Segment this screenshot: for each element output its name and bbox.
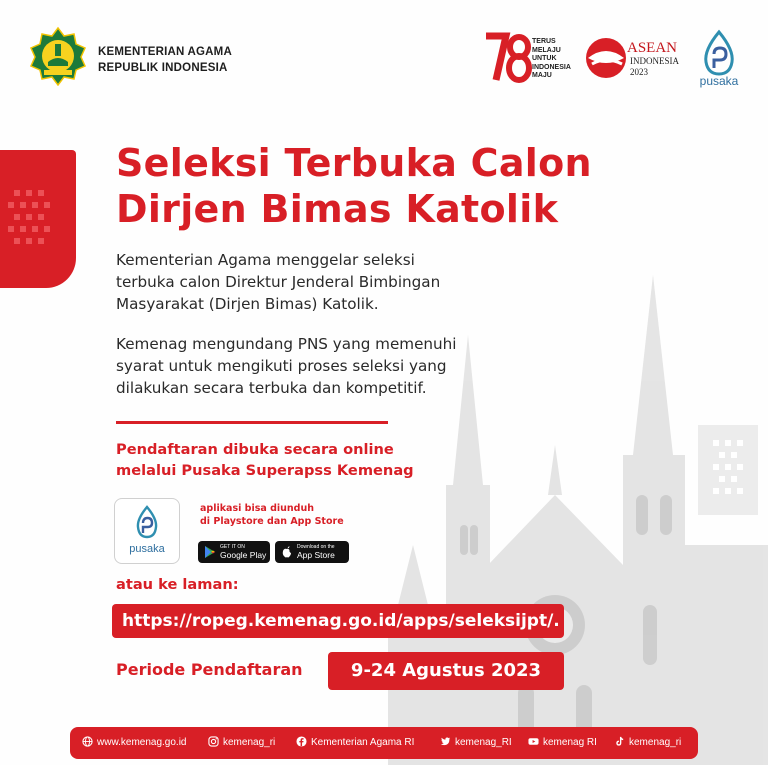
- registration-line2: melalui Pusaka Superapss Kemenag: [116, 462, 414, 479]
- hut-tagline-line2: MELAJU: [532, 46, 561, 54]
- hut-tagline-line4: INDONESIA: [532, 63, 571, 71]
- tenun-motif-icon: [0, 150, 76, 288]
- asean-title: ASEAN: [627, 40, 678, 56]
- app-note-line1: aplikasi bisa diunduh: [200, 503, 315, 514]
- footer-instagram[interactable]: [208, 727, 275, 759]
- footer-website-text: www.kemenag.go.id: [97, 737, 187, 748]
- google-play-icon: [203, 545, 217, 559]
- registration-heading: [116, 439, 414, 481]
- intro-line2: terbuka calon Direktur Jenderal Bimbingan: [116, 273, 441, 291]
- asean-year: 2023: [630, 67, 648, 77]
- hut-tagline: [532, 38, 571, 81]
- footer-twitter-text: kemenag_RI: [455, 737, 512, 748]
- app-store-label: App Store: [297, 550, 335, 560]
- alternative-label: atau ke laman:: [116, 576, 239, 593]
- registration-url-link[interactable]: https://ropeg.kemenag.go.id/apps/seleksijpt/.: [112, 604, 564, 638]
- footer-facebook-text: Kementerian Agama RI: [311, 737, 415, 748]
- pusaka-app-card[interactable]: [114, 498, 180, 564]
- instagram-icon: [208, 736, 219, 747]
- invitation-line3: dilakukan secara terbuka dan kompetitif.: [116, 379, 427, 397]
- google-play-label: Google Play: [220, 550, 267, 560]
- hut-tagline-line3: UNTUK: [532, 55, 557, 62]
- ministry-name: [98, 44, 232, 76]
- decorative-red-block: [0, 150, 76, 288]
- globe-icon: [82, 736, 93, 747]
- social-footer: [70, 727, 698, 759]
- section-divider: [116, 421, 388, 424]
- pusaka-logo-label: pusaka: [699, 74, 739, 88]
- title-line1: Seleksi Terbuka Calon: [116, 141, 592, 185]
- ministry-name-line1: KEMENTERIAN AGAMA: [98, 46, 232, 58]
- facebook-icon: [296, 736, 307, 747]
- footer-facebook[interactable]: [296, 727, 414, 759]
- hut-tagline-line5: MAJU: [532, 72, 552, 79]
- period-value-badge: 9-24 Agustus 2023: [328, 652, 564, 690]
- twitter-icon: [440, 736, 451, 747]
- footer-youtube[interactable]: [528, 727, 597, 759]
- invitation-line1: Kemenag mengundang PNS yang memenuhi: [116, 335, 457, 353]
- google-play-small-label: GET IT ON: [220, 544, 245, 550]
- footer-youtube-text: kemenag RI: [543, 737, 597, 748]
- invitation-line2: syarat untuk mengikuti proses seleksi yang: [116, 357, 447, 375]
- pusaka-app-name: pusaka: [129, 543, 165, 555]
- pusaka-app-icon: [132, 505, 162, 541]
- intro-line3: Masyarakat (Dirjen Bimas) Katolik.: [116, 295, 379, 313]
- google-play-badge[interactable]: [198, 541, 270, 563]
- footer-tiktok-text: kemenag_ri: [629, 737, 682, 748]
- asean-country: INDONESIA: [630, 56, 679, 66]
- footer-instagram-text: kemenag_ri: [223, 737, 276, 748]
- tiktok-icon: [614, 736, 625, 747]
- footer-website[interactable]: [82, 727, 187, 759]
- intro-line1: Kementerian Agama menggelar seleksi: [116, 251, 415, 269]
- ministry-name-line2: REPUBLIK INDONESIA: [98, 62, 228, 74]
- footer-tiktok[interactable]: [614, 727, 681, 759]
- app-store-badge[interactable]: [275, 541, 349, 563]
- registration-line1: Pendaftaran dibuka secara online: [116, 441, 394, 458]
- app-download-note: [200, 502, 344, 528]
- intro-paragraph: [116, 249, 440, 315]
- title-line2: Dirjen Bimas Katolik: [116, 187, 559, 231]
- app-note-line2: di Playstore dan App Store: [200, 516, 344, 527]
- app-store-small-label: Download on the: [297, 544, 335, 550]
- hut-tagline-line1: TERUS: [532, 38, 556, 45]
- youtube-icon: [528, 736, 539, 747]
- apple-icon: [280, 545, 294, 559]
- kemenag-emblem-logo: [28, 26, 88, 86]
- footer-twitter[interactable]: [440, 727, 512, 759]
- invitation-paragraph: [116, 333, 457, 399]
- period-label: Periode Pendaftaran: [116, 660, 303, 679]
- page-title: [116, 140, 592, 232]
